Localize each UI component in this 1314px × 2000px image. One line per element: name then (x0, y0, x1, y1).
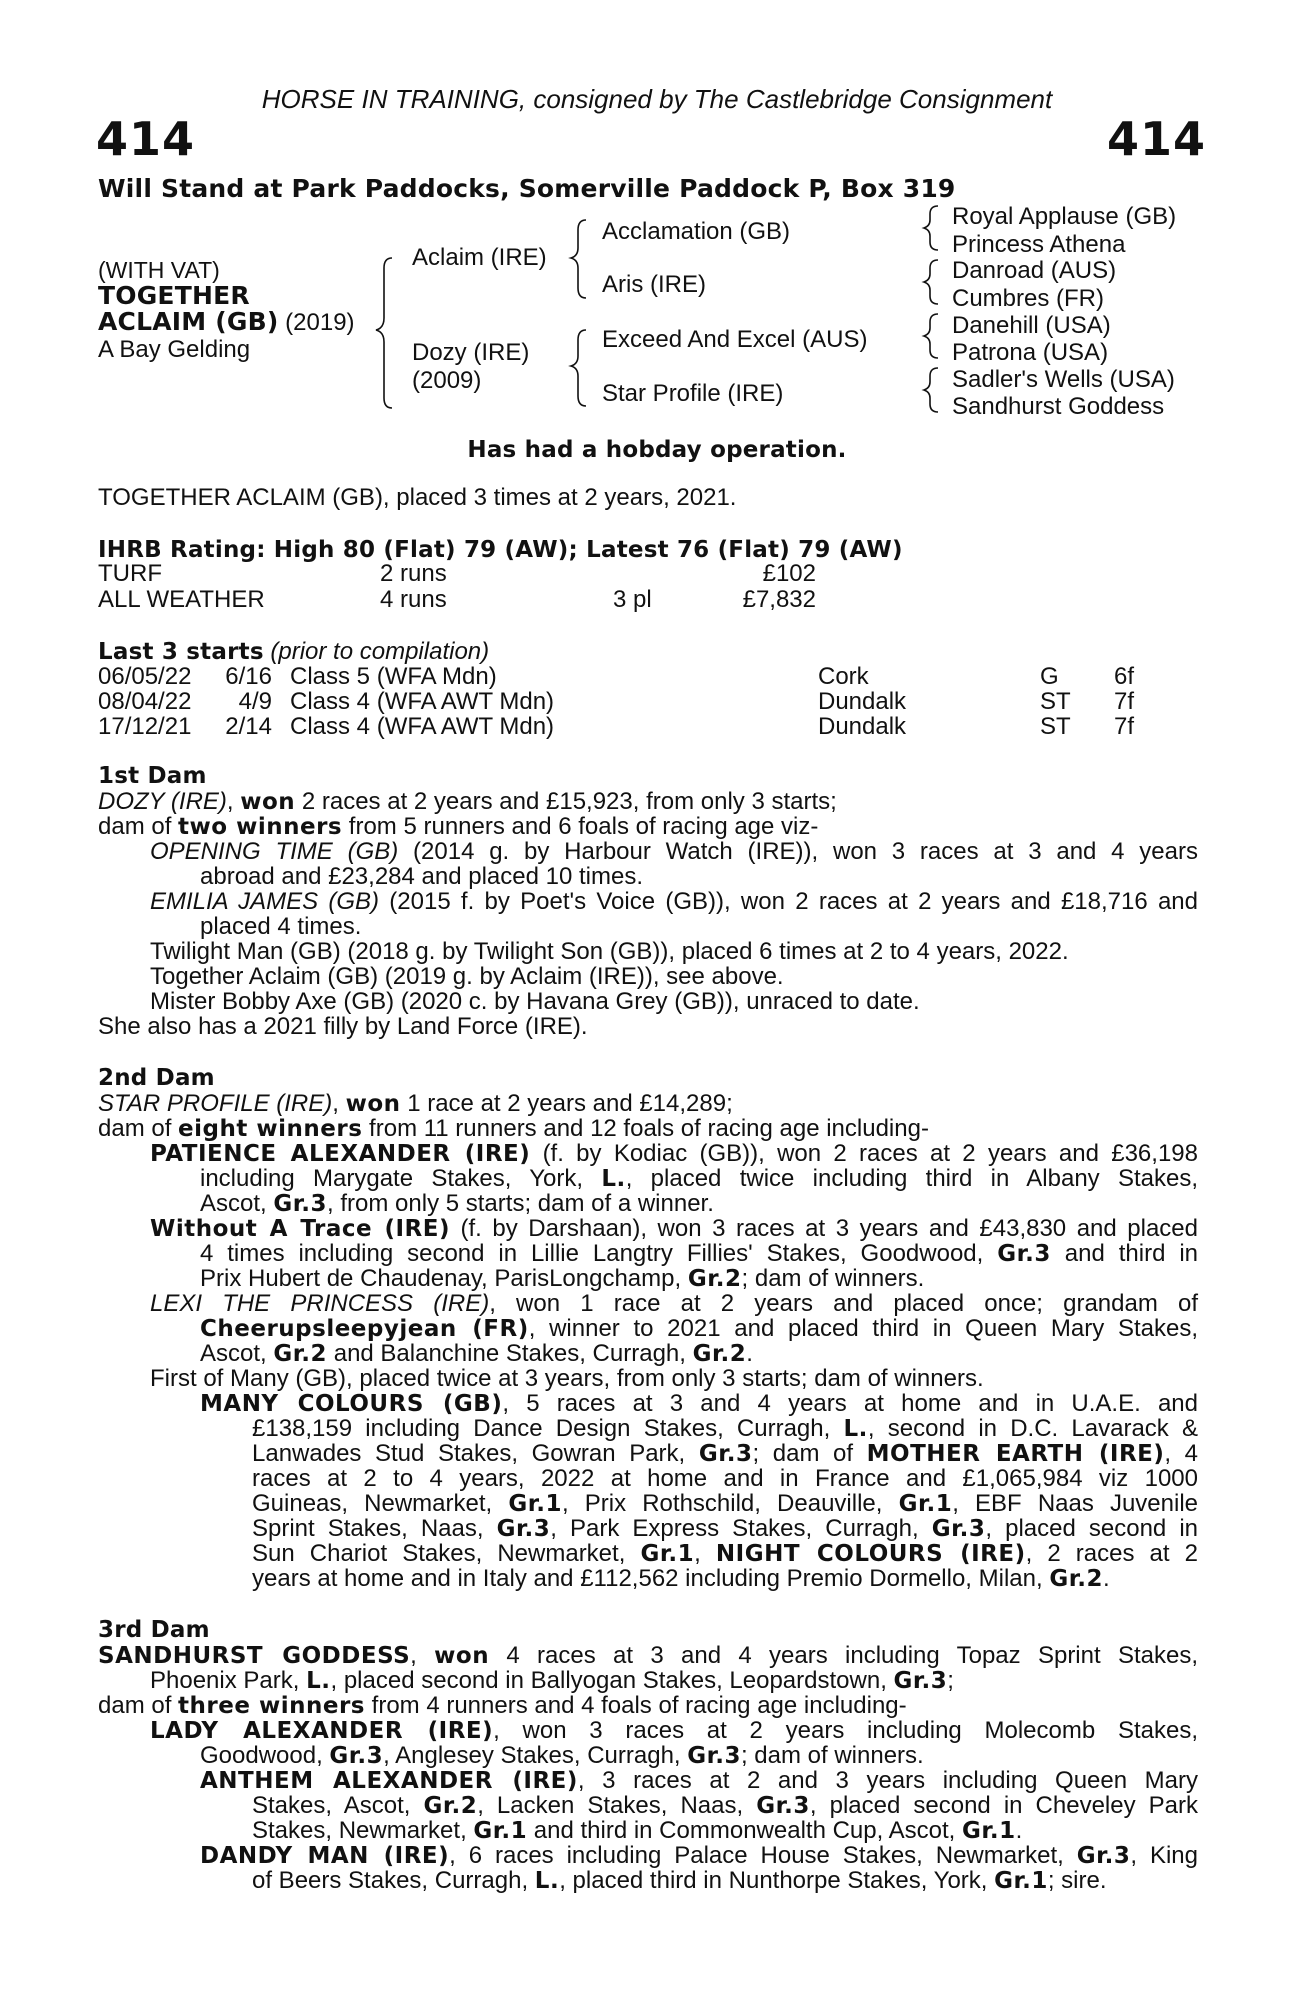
start-3-dist: 7f (1114, 713, 1135, 740)
brace-ggp4 (924, 368, 938, 412)
dam2-m8-c: . (1103, 1565, 1110, 1592)
dam2-m5-c: , Prix Rothschild, Deauville, (562, 1490, 899, 1517)
dam1-won: won (240, 789, 296, 815)
last-starts-heading (98, 638, 489, 666)
dam3-la2-c: , Anglesey Stakes, Curragh, (383, 1742, 688, 1769)
start-2-race: Class 4 (WFA AWT Mdn) (290, 688, 555, 715)
brace-main (376, 258, 392, 408)
last-starts-title: Last 3 starts (98, 639, 264, 665)
dam3-dm1 (200, 1843, 1198, 1869)
dam2-p3 (200, 1191, 1300, 1217)
pedigree-ggp-7: Sadler's Wells (USA) (952, 366, 1175, 393)
start-1-date: 06/05/22 (98, 663, 192, 690)
dam2-w2-c: and third in (1050, 1240, 1198, 1267)
dam3-an2-grade2: Gr.3 (756, 1793, 810, 1819)
offspring1-name: OPENING TIME (GB) (150, 838, 399, 865)
dam2-heading: 2nd Dam (98, 1065, 215, 1091)
dam3-an1-detail: , 3 races at 2 and 3 years including Queen Mary (577, 1767, 1198, 1794)
mother-earth: MOTHER EARTH (IRE) (866, 1441, 1165, 1467)
dam2-x3-e: . (746, 1340, 753, 1367)
dam2-m2 (252, 1416, 1198, 1442)
start-3-pos: 2/14 (225, 713, 272, 740)
dam1-record: 2 races at 2 years and £15,923, from only 3 starts; (295, 788, 837, 815)
dam2-line1 (98, 1091, 1198, 1117)
brace-dam (571, 330, 586, 406)
dam3-s2-grade2: Gr.3 (893, 1668, 948, 1694)
dam1-offspring5: Mister Bobby Axe (GB) (2020 c. by Havana Grey (GB)), unraced to date. (150, 988, 920, 1015)
dam2-m7-e: , 2 races at 2 (1025, 1540, 1198, 1567)
dam3-s2-a: Phoenix Park, (150, 1667, 307, 1694)
start-1-pos: 6/16 (225, 663, 272, 690)
dam2-damof: dam of (98, 1115, 179, 1142)
dam2-p2-grade: L. (601, 1166, 626, 1192)
cheerupsleepyjean: Cheerupsleepyjean (FR) (200, 1316, 529, 1342)
dam3-dm2-c: , placed third in Nunthorpe Stakes, York, (559, 1867, 995, 1894)
dam1-heading: 1st Dam (98, 763, 207, 789)
start-3-going: ST (1040, 713, 1071, 740)
pedigree-dam-year: (2009) (412, 367, 482, 394)
dam2-m6-a: Sprint Stakes, Naas, (252, 1515, 497, 1542)
dam2-m7-c: , (694, 1540, 716, 1567)
horse-year: (2019) (278, 309, 355, 336)
dam3-la2 (200, 1743, 1300, 1769)
dam2-m5 (252, 1491, 1198, 1517)
horse-name-line1: TOGETHER (98, 281, 250, 310)
dam2-x1-detail: , won 1 race at 2 years and placed once; grandam of (489, 1290, 1199, 1317)
dam3-la1-detail: , won 3 races at 2 years including Molecomb Stakes, (493, 1717, 1198, 1744)
dam2-p2-c: , placed twice including third in Albany Stakes, (625, 1165, 1198, 1192)
anthem-alexander: ANTHEM ALEXANDER (IRE) (200, 1768, 578, 1794)
dam1-offspring4: Together Aclaim (GB) (2019 g. by Aclaim (IRE)), see above. (150, 963, 784, 990)
stand-location: Will Stand at Park Paddocks, Somerville Paddock P, Box 319 (98, 174, 956, 203)
night-colours: NIGHT COLOURS (IRE) (715, 1541, 1026, 1567)
horse-description: A Bay Gelding (98, 336, 251, 363)
dam3-s2-grade1: L. (306, 1668, 331, 1694)
dam1-name: DOZY (IRE) (98, 788, 227, 815)
start-1-race: Class 5 (WFA Mdn) (290, 663, 497, 690)
dam2-sep: , (332, 1090, 346, 1117)
vat-note: (WITH VAT) (98, 257, 220, 283)
dam3-an3-c: and third in Commonwealth Cup, Ascot, (527, 1817, 962, 1844)
dam2-p3-c: , from only 5 starts; dam of a winner. (327, 1190, 714, 1217)
dam1-offspring2-cont: placed 4 times. (200, 913, 362, 940)
dam1-line1 (98, 789, 1198, 815)
dam2-p2-a: including Marygate Stakes, York, (200, 1165, 602, 1192)
dam2-m1-detail: , 5 races at 3 and 4 years at home and in U.A.E. and (502, 1390, 1199, 1417)
dam3-la2-e: ; dam of winners. (740, 1742, 924, 1769)
dam3-an2-a: Stakes, Ascot, (252, 1792, 424, 1819)
dam2-w3-c: ; dam of winners. (741, 1265, 925, 1292)
start-2-pos: 4/9 (238, 688, 272, 715)
ihrb-rating: IHRB Rating: High 80 (Flat) 79 (AW); Latest 76 (Flat) 79 (AW) (98, 537, 903, 563)
dam2-x3-c: and Balanchine Stakes, Curragh, (327, 1340, 693, 1367)
dam2-m8-grade: Gr.2 (1049, 1566, 1104, 1592)
dam3-an2-e: , placed second in Cheveley Park (809, 1792, 1199, 1819)
brace-ggp3 (924, 314, 938, 358)
dam3-dm2-a: of Beers Stakes, Curragh, (252, 1867, 535, 1894)
dam1-offspring6: She also has a 2021 filly by Land Force (IRE). (98, 1013, 588, 1040)
dam2-m6-grade1: Gr.3 (496, 1516, 551, 1542)
pedigree-sire: Aclaim (IRE) (412, 244, 547, 271)
dam2-f1: First of Many (GB), placed twice at 3 years, from only 3 starts; dam of winners. (150, 1365, 984, 1392)
dam3-dm1-d: , King (1130, 1842, 1199, 1869)
start-2-course: Dundalk (818, 688, 907, 715)
pedigree-dam: Dozy (IRE) (412, 339, 530, 366)
brace-sire (571, 220, 586, 298)
dam3-la2-grade2: Gr.3 (687, 1743, 741, 1769)
dam1-sep: , (226, 788, 241, 815)
dam3-dm1-b: , 6 races including Palace House Stakes, Newmarket, (449, 1842, 1077, 1869)
dam2-w3-a: Prix Hubert de Chaudenay, ParisLongchamp, (200, 1265, 688, 1292)
dam3-an3-e: . (1015, 1817, 1023, 1844)
dam2-x2-detail: , winner to 2021 and placed third in Queen Mary Stakes, (528, 1315, 1198, 1342)
start-1-dist: 6f (1114, 663, 1135, 690)
record-turf-earnings: £102 (762, 560, 816, 587)
dam1-winners: two winners (178, 814, 343, 840)
dam1-offspring1 (150, 839, 1198, 864)
start-1-course: Cork (818, 663, 869, 690)
dam3-won: won (434, 1643, 490, 1669)
dam3-la2-a: Goodwood, (200, 1742, 330, 1769)
dam2-m1 (200, 1391, 1198, 1417)
record-aw-placed: 3 pl (613, 586, 652, 613)
dam3-an3-grade1: Gr.1 (473, 1818, 528, 1844)
dam2-w3 (200, 1266, 1300, 1292)
dam2-x2 (200, 1316, 1198, 1342)
dam1-damof: dam of (98, 813, 179, 840)
dam1-runners: from 5 runners and 6 foals of racing age viz- (342, 813, 819, 840)
dam2-w1 (150, 1216, 1198, 1242)
dam3-dm2 (252, 1868, 1314, 1894)
pedigree-dam-dam: Star Profile (IRE) (602, 380, 784, 407)
dam2-m7-a: Sun Chariot Stakes, Newmarket, (252, 1540, 641, 1567)
dam2-m6 (252, 1516, 1198, 1542)
without-a-trace: Without A Trace (IRE) (150, 1216, 450, 1242)
dam2-line2 (98, 1116, 1198, 1142)
dam2-m5-a: Guineas, Newmarket, (252, 1490, 509, 1517)
start-3-course: Dundalk (818, 713, 907, 740)
dam2-x1 (150, 1291, 1198, 1316)
record-aw-surface: ALL WEATHER (98, 586, 265, 613)
dam1-line2 (98, 814, 1198, 840)
dam2-x3-a: Ascot, (200, 1340, 274, 1367)
dam3-s1 (98, 1643, 1198, 1669)
pedigree-ggp-4: Cumbres (FR) (952, 285, 1105, 312)
dam3-heading: 3rd Dam (98, 1617, 210, 1643)
dam2-m3-a: Lanwades Stud Stakes, Gowran Park, (252, 1440, 699, 1467)
pedigree-ggp-5: Danehill (USA) (952, 312, 1111, 339)
dam3-s2-c: , placed second in Ballyogan Stakes, Leopardstown, (330, 1667, 894, 1694)
record-turf-surface: TURF (98, 560, 162, 587)
brace-ggp1 (924, 206, 938, 250)
dam3-runners: from 4 runners and 4 foals of racing age including- (364, 1692, 907, 1719)
dam2-m7-grade: Gr.1 (640, 1541, 695, 1567)
record-aw-earnings: £7,832 (742, 586, 816, 613)
dam2-m5-e: , EBF Naas Juvenile (952, 1490, 1199, 1517)
dam2-p3-a: Ascot, (200, 1190, 274, 1217)
start-2-dist: 7f (1114, 688, 1135, 715)
dam2-m6-e: , placed second in (985, 1515, 1198, 1542)
dam2-x3-grade1: Gr.2 (273, 1341, 328, 1367)
dam3-an3 (252, 1818, 1314, 1844)
dam2-w2-a: 4 times including second in Lillie Langtry Fillies' Stakes, Goodwood, (200, 1240, 998, 1267)
dam1-offspring3: Twilight Man (GB) (2018 g. by Twilight Son (GB)), placed 6 times at 2 to 4 years, 2022. (150, 938, 1069, 965)
offspring2-name: EMILIA JAMES (GB) (150, 888, 380, 915)
dam2-w1-detail: (f. by Darshaan), won 3 races at 3 years and £43,830 and placed (449, 1215, 1198, 1242)
dam3-an3-grade2: Gr.1 (961, 1818, 1016, 1844)
dam2-m8 (252, 1566, 1314, 1592)
dam3-dm2-grade1: L. (534, 1868, 560, 1894)
dam2-m8-a: years at home and in Italy and £112,562 including Premio Dormello, Milan, (252, 1565, 1050, 1592)
dam3-la2-grade1: Gr.3 (329, 1743, 384, 1769)
dam2-record: 1 race at 2 years and £14,289; (400, 1090, 733, 1117)
page-header-title: HORSE IN TRAINING, consigned by The Castlebridge Consignment (261, 84, 1053, 114)
dam3-damof: dam of (98, 1692, 179, 1719)
offspring2-detail: (2015 f. by Poet's Voice (GB)), won 2 races at 2 years and £18,716 and (379, 888, 1199, 915)
dam2-p2 (200, 1166, 1198, 1192)
brace-ggp2 (924, 260, 938, 304)
dam3-dm2-grade2: Gr.1 (994, 1868, 1048, 1894)
start-3-date: 17/12/21 (98, 713, 192, 740)
dam2-m3-grade: Gr.3 (698, 1441, 753, 1467)
dandy-man: DANDY MAN (IRE) (200, 1843, 450, 1869)
pedigree-ggp-3: Danroad (AUS) (952, 257, 1117, 284)
dam3-s1-detail: 4 races at 3 and 4 years including Topaz Sprint Stakes, (489, 1642, 1199, 1669)
dam2-m3-c: ; dam of (752, 1440, 867, 1467)
hobday-note: Has had a hobday operation. (467, 437, 847, 463)
lady-alexander: LADY ALEXANDER (IRE) (150, 1718, 494, 1744)
dam2-w2 (200, 1241, 1198, 1267)
lexi-the-princess: LEXI THE PRINCESS (IRE) (150, 1290, 490, 1317)
start-2-date: 08/04/22 (98, 688, 192, 715)
start-3-race: Class 4 (WFA AWT Mdn) (290, 713, 555, 740)
pedigree-ggp-6: Patrona (USA) (952, 339, 1109, 366)
dam3-s2-e: ; (947, 1667, 954, 1694)
pedigree-sire-dam: Aris (IRE) (602, 271, 706, 298)
dam2-name: STAR PROFILE (IRE) (98, 1090, 333, 1117)
pedigree-ggp-2: Princess Athena (952, 231, 1126, 258)
dam2-m5-grade1: Gr.1 (508, 1491, 562, 1517)
pedigree-sire-sire: Acclamation (GB) (602, 218, 791, 245)
pedigree-dam-sire: Exceed And Excel (AUS) (602, 326, 868, 353)
sandhurst-goddess: SANDHURST GODDESS (98, 1643, 411, 1669)
pedigree-ggp-1: Royal Applause (GB) (952, 203, 1177, 230)
dam2-w3-grade: Gr.2 (687, 1266, 742, 1292)
dam2-m6-c: , Park Express Stakes, Curragh, (550, 1515, 932, 1542)
dam3-an2-c: , Lacken Stakes, Naas, (477, 1792, 757, 1819)
offspring1-detail: (2014 g. by Harbour Watch (IRE)), won 3 races at 3 and 4 years (398, 838, 1198, 865)
dam3-dm2-e: ; sire. (1047, 1867, 1107, 1894)
patience-alexander: PATIENCE ALEXANDER (IRE) (150, 1141, 531, 1167)
dam3-an3-a: Stakes, Newmarket, (252, 1817, 474, 1844)
dam2-m7 (252, 1541, 1198, 1567)
dam2-winners: eight winners (178, 1116, 363, 1142)
dam2-p3-grade: Gr.3 (273, 1191, 328, 1217)
dam1-offspring2 (150, 889, 1198, 914)
dam3-an2-grade1: Gr.2 (423, 1793, 478, 1819)
record-turf-runs: 2 runs (380, 560, 447, 587)
dam3-s3 (98, 1693, 1198, 1719)
dam1-offspring1-cont: abroad and £23,284 and placed 10 times. (200, 863, 644, 890)
dam2-w2-grade: Gr.3 (997, 1241, 1051, 1267)
dam3-an2 (252, 1793, 1198, 1819)
dam2-runners: from 11 runners and 12 foals of racing age including- (362, 1115, 929, 1142)
dam3-dm1-grade: Gr.3 (1076, 1843, 1131, 1869)
dam2-p1-detail: (f. by Kodiac (GB)), won 2 races at 2 years and £36,198 (530, 1140, 1198, 1167)
dam2-m4: races at 2 to 4 years, 2022 at home and in France and £1,065,984 viz 1000 (252, 1465, 1198, 1492)
dam2-x3-grade2: Gr.2 (692, 1341, 747, 1367)
dam2-won: won (345, 1091, 401, 1117)
horse-name: ACLAIM (GB) (98, 307, 279, 336)
dam2-m6-grade2: Gr.3 (931, 1516, 986, 1542)
dam3-winners: three winners (178, 1693, 365, 1719)
dam3-an1 (200, 1768, 1198, 1794)
lot-number-left: 414 (96, 112, 196, 166)
dam2-m5-grade2: Gr.1 (898, 1491, 953, 1517)
start-1-going: G (1040, 663, 1059, 690)
last-starts-note: (prior to compilation) (263, 638, 490, 665)
summary-line: TOGETHER ACLAIM (GB), placed 3 times at 2 years, 2021. (98, 484, 737, 511)
start-2-going: ST (1040, 688, 1071, 715)
pedigree-ggp-8: Sandhurst Goddess (952, 393, 1165, 420)
dam2-x3 (200, 1341, 1300, 1367)
many-colours: MANY COLOURS (GB) (200, 1391, 503, 1417)
dam2-m3-e: , 4 (1164, 1440, 1199, 1467)
dam3-s1-sep: , (410, 1642, 435, 1669)
dam2-m2-a: £138,159 including Dance Design Stakes, Curragh, (252, 1415, 844, 1442)
dam2-p1 (150, 1141, 1198, 1167)
dam2-m3 (252, 1441, 1198, 1467)
dam3-s2 (150, 1668, 1250, 1694)
lot-number-right: 414 (1106, 112, 1206, 166)
dam2-m2-c: , second in D.C. Lavarack & (867, 1415, 1199, 1442)
dam3-la1 (150, 1718, 1198, 1744)
dam2-m2-grade: L. (843, 1416, 868, 1442)
record-aw-runs: 4 runs (380, 586, 447, 613)
